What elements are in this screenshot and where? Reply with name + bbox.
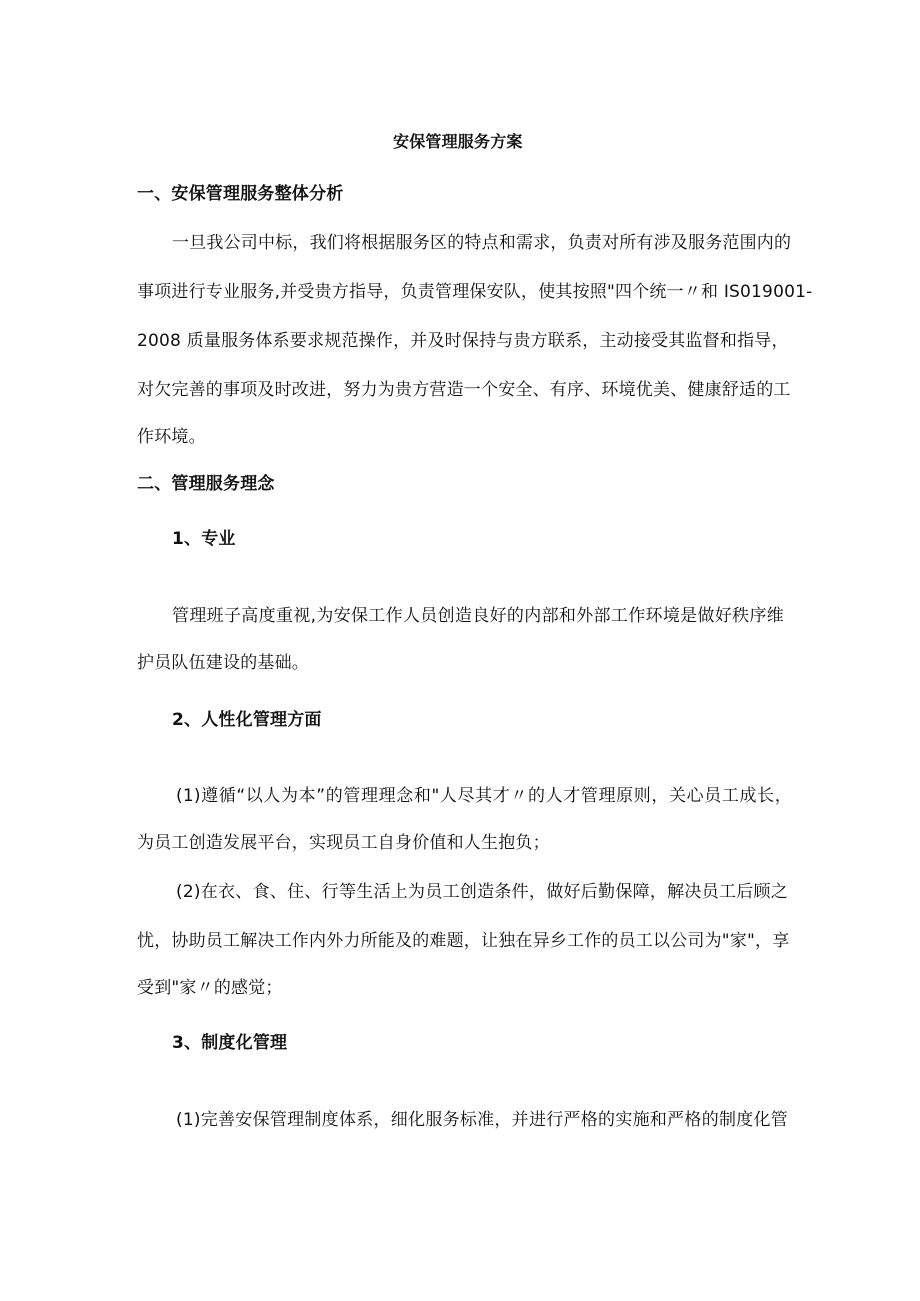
- subsection-2-item-2-line-3: 受到"家〃的感觉；: [137, 978, 283, 998]
- subsection-3-item-1-line-1: (1)完善安保管理制度体系，细化服务标准，并进行严格的实施和严格的制度化管: [176, 1110, 788, 1130]
- section-1-paragraph-line-5: 作环境。: [137, 427, 206, 447]
- subsection-3-heading: 3、制度化管理: [172, 1033, 288, 1053]
- subsection-1-paragraph-line-1: 管理班子高度重视,为安保工作人员创造良好的内部和外部工作环境是做好秩序维: [172, 606, 784, 626]
- section-1-paragraph-line-1: 一旦我公司中标，我们将根据服务区的特点和需求，负责对所有涉及服务范围内的: [172, 233, 792, 253]
- subsection-2-heading: 2、人性化管理方面: [172, 710, 322, 730]
- subsection-2-item-2-line-2: 忧，协助员工解决工作内外力所能及的难题，让独在异乡工作的员工以公司为"家"，享: [137, 931, 790, 951]
- subsection-2-item-1-line-2: 为员工创造发展平台，实现员工自身价值和人生抱负；: [137, 833, 550, 853]
- subsection-1-paragraph-line-2: 护员队伍建设的基础。: [137, 653, 309, 673]
- section-1-paragraph-line-2: 事项进行专业服务,并受贵方指导，负责管理保安队，使其按照"四个统一〃和 IS019001-: [137, 282, 813, 302]
- page-title: 安保管理服务方案: [393, 132, 523, 151]
- section-1-paragraph-line-3: 2008 质量服务体系要求规范操作，并及时保持与贵方联系，主动接受其监督和指导，: [137, 331, 789, 351]
- section-2-heading: 二、管理服务理念: [137, 474, 275, 494]
- subsection-2-item-2-line-1: (2)在衣、食、住、行等生活上为员工创造条件，做好后勤保障，解决员工后顾之: [176, 882, 788, 902]
- section-1-paragraph-line-4: 对欠完善的事项及时改进，努力为贵方营造一个安全、有序、环境优美、健康舒适的工: [137, 380, 791, 400]
- subsection-1-heading: 1、专业: [172, 529, 236, 549]
- section-1-heading: 一、安保管理服务整体分析: [137, 184, 344, 204]
- subsection-2-item-1-line-1: (1)遵循“以人为本”的管理理念和"人尽其才〃的人才管理原则，关心员工成长，: [176, 786, 792, 806]
